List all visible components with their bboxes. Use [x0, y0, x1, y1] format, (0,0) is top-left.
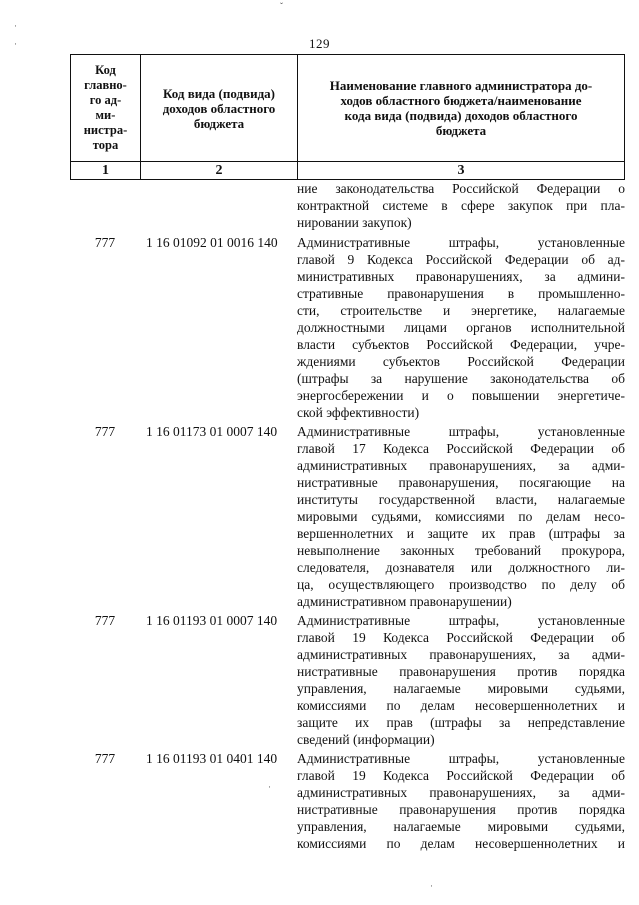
text-line: Административные штрафы, установленные	[297, 424, 625, 439]
text-line: энергосбережении и о повышении энергетиче-	[297, 388, 625, 403]
text-line: административных правонарушениях, за адми-	[297, 647, 625, 662]
text-line: контрактной системе в сфере закупок при пла-	[297, 198, 625, 213]
text-line: главой 19 Кодекса Российской Федерации об	[297, 630, 625, 645]
header-col-income-code: Код вида (подвида) доходов областного бюджета	[141, 55, 298, 162]
column-number-3: 3	[298, 162, 625, 180]
text-line: сведений (информации)	[297, 732, 435, 747]
table-row	[70, 234, 625, 421]
table-row	[70, 423, 625, 610]
description-cell	[297, 423, 625, 610]
text-line: (штрафы за нарушение законодательства об	[297, 371, 625, 386]
admin-code-cell: 777	[94, 424, 116, 439]
text-line: главой 17 Кодекса Российской Федерации об	[297, 441, 625, 456]
description-cell	[297, 234, 625, 421]
kbk-cell: 1 16 01173 01 0007 140	[146, 424, 278, 439]
text-line: комиссиями по делам несовершеннолетних и	[297, 836, 625, 851]
text-line: институты государственной власти, налагаемые	[297, 492, 625, 507]
description-cell	[297, 750, 625, 852]
text-line: нистративные правонарушения, посягающие на	[297, 475, 625, 490]
table-row	[70, 750, 625, 852]
text-line: комиссиями по делам несовершеннолетних и	[297, 698, 625, 713]
kbk-cell	[140, 180, 297, 231]
text-line: Административные штрафы, установленные	[297, 613, 625, 628]
text-line: главой 19 Кодекса Российской Федерации об	[297, 768, 625, 783]
column-number-2: 2	[141, 162, 298, 180]
text-line: стративные правонарушения в промышленно-	[297, 286, 625, 301]
scan-mark: ·	[14, 21, 17, 31]
text-line: Административные штрафы, установленные	[297, 751, 625, 766]
header-col-name: Наименование главного администратора до- ходов областного бюджета/наименование кода вида (подвида) доходов областного бюджета	[298, 55, 625, 162]
text-line: административных правонарушениях, за адми-	[297, 785, 625, 800]
text-line: вершеннолетних и защите их прав (штрафы за	[297, 526, 625, 541]
text-line: ждениями субъектов Российской Федерации	[297, 354, 625, 369]
text-line: нистративные правонарушения против порядка	[297, 664, 625, 679]
text-line: нировании закупок)	[297, 215, 412, 230]
text-line: невыполнение законных требований прокурора,	[297, 543, 625, 558]
kbk-cell: 1 16 01193 01 0007 140	[146, 613, 278, 628]
text-line: министративных правонарушениях, за админи-	[297, 269, 625, 284]
text-line: управления, налагаемые мировыми судьями,	[297, 681, 625, 696]
table-body	[70, 180, 625, 852]
scan-mark: ·	[430, 881, 433, 891]
continuation-row	[70, 180, 625, 231]
admin-code-cell	[70, 180, 140, 231]
text-line: управления, налагаемые мировыми судьями,	[297, 819, 625, 834]
admin-code-cell: 777	[94, 235, 116, 250]
text-line: следователя, дознавателя или должностного ли-	[297, 560, 625, 575]
description-cell	[297, 180, 625, 231]
header-table	[70, 54, 625, 180]
text-line: главой 9 Кодекса Российской Федерации об ад-	[297, 252, 625, 267]
kbk-cell: 1 16 01092 01 0016 140	[146, 235, 278, 250]
header-col-admin-code: Код главно- го ад- ми- нистра- тора	[71, 55, 141, 162]
text-line: Административные штрафы, установленные	[297, 235, 625, 250]
text-line: защите их прав (штрафы за непредставление	[297, 715, 625, 730]
text-line: сти, строительстве и энергетике, налагаемые	[297, 303, 625, 318]
description-cell	[297, 612, 625, 748]
table-row	[70, 612, 625, 748]
text-line: мировыми судьями, комиссиями по делам несо-	[297, 509, 625, 524]
kbk-cell: 1 16 01193 01 0401 140	[146, 751, 278, 766]
text-line: должностными лицами органов исполнительной	[297, 320, 625, 335]
text-line: нистративные правонарушения против порядка	[297, 802, 625, 817]
page-number: 129	[309, 36, 330, 51]
scan-mark: ·	[14, 39, 17, 49]
text-line: ние законодательства Российской Федерации о	[297, 181, 625, 196]
text-line: ца, осуществляющего производство по делу об	[297, 577, 625, 592]
scan-mark: ˇ	[280, 1, 283, 11]
scan-mark: ·	[268, 782, 271, 792]
text-line: административных правонарушениях, за адми-	[297, 458, 625, 473]
admin-code-cell: 777	[94, 751, 116, 766]
admin-code-cell: 777	[94, 613, 116, 628]
column-number-1: 1	[71, 162, 141, 180]
text-line: власти субъектов Российской Федерации, учре-	[297, 337, 625, 352]
text-line: ской эффективности)	[297, 405, 420, 420]
text-line: административном правонарушении)	[297, 594, 512, 609]
